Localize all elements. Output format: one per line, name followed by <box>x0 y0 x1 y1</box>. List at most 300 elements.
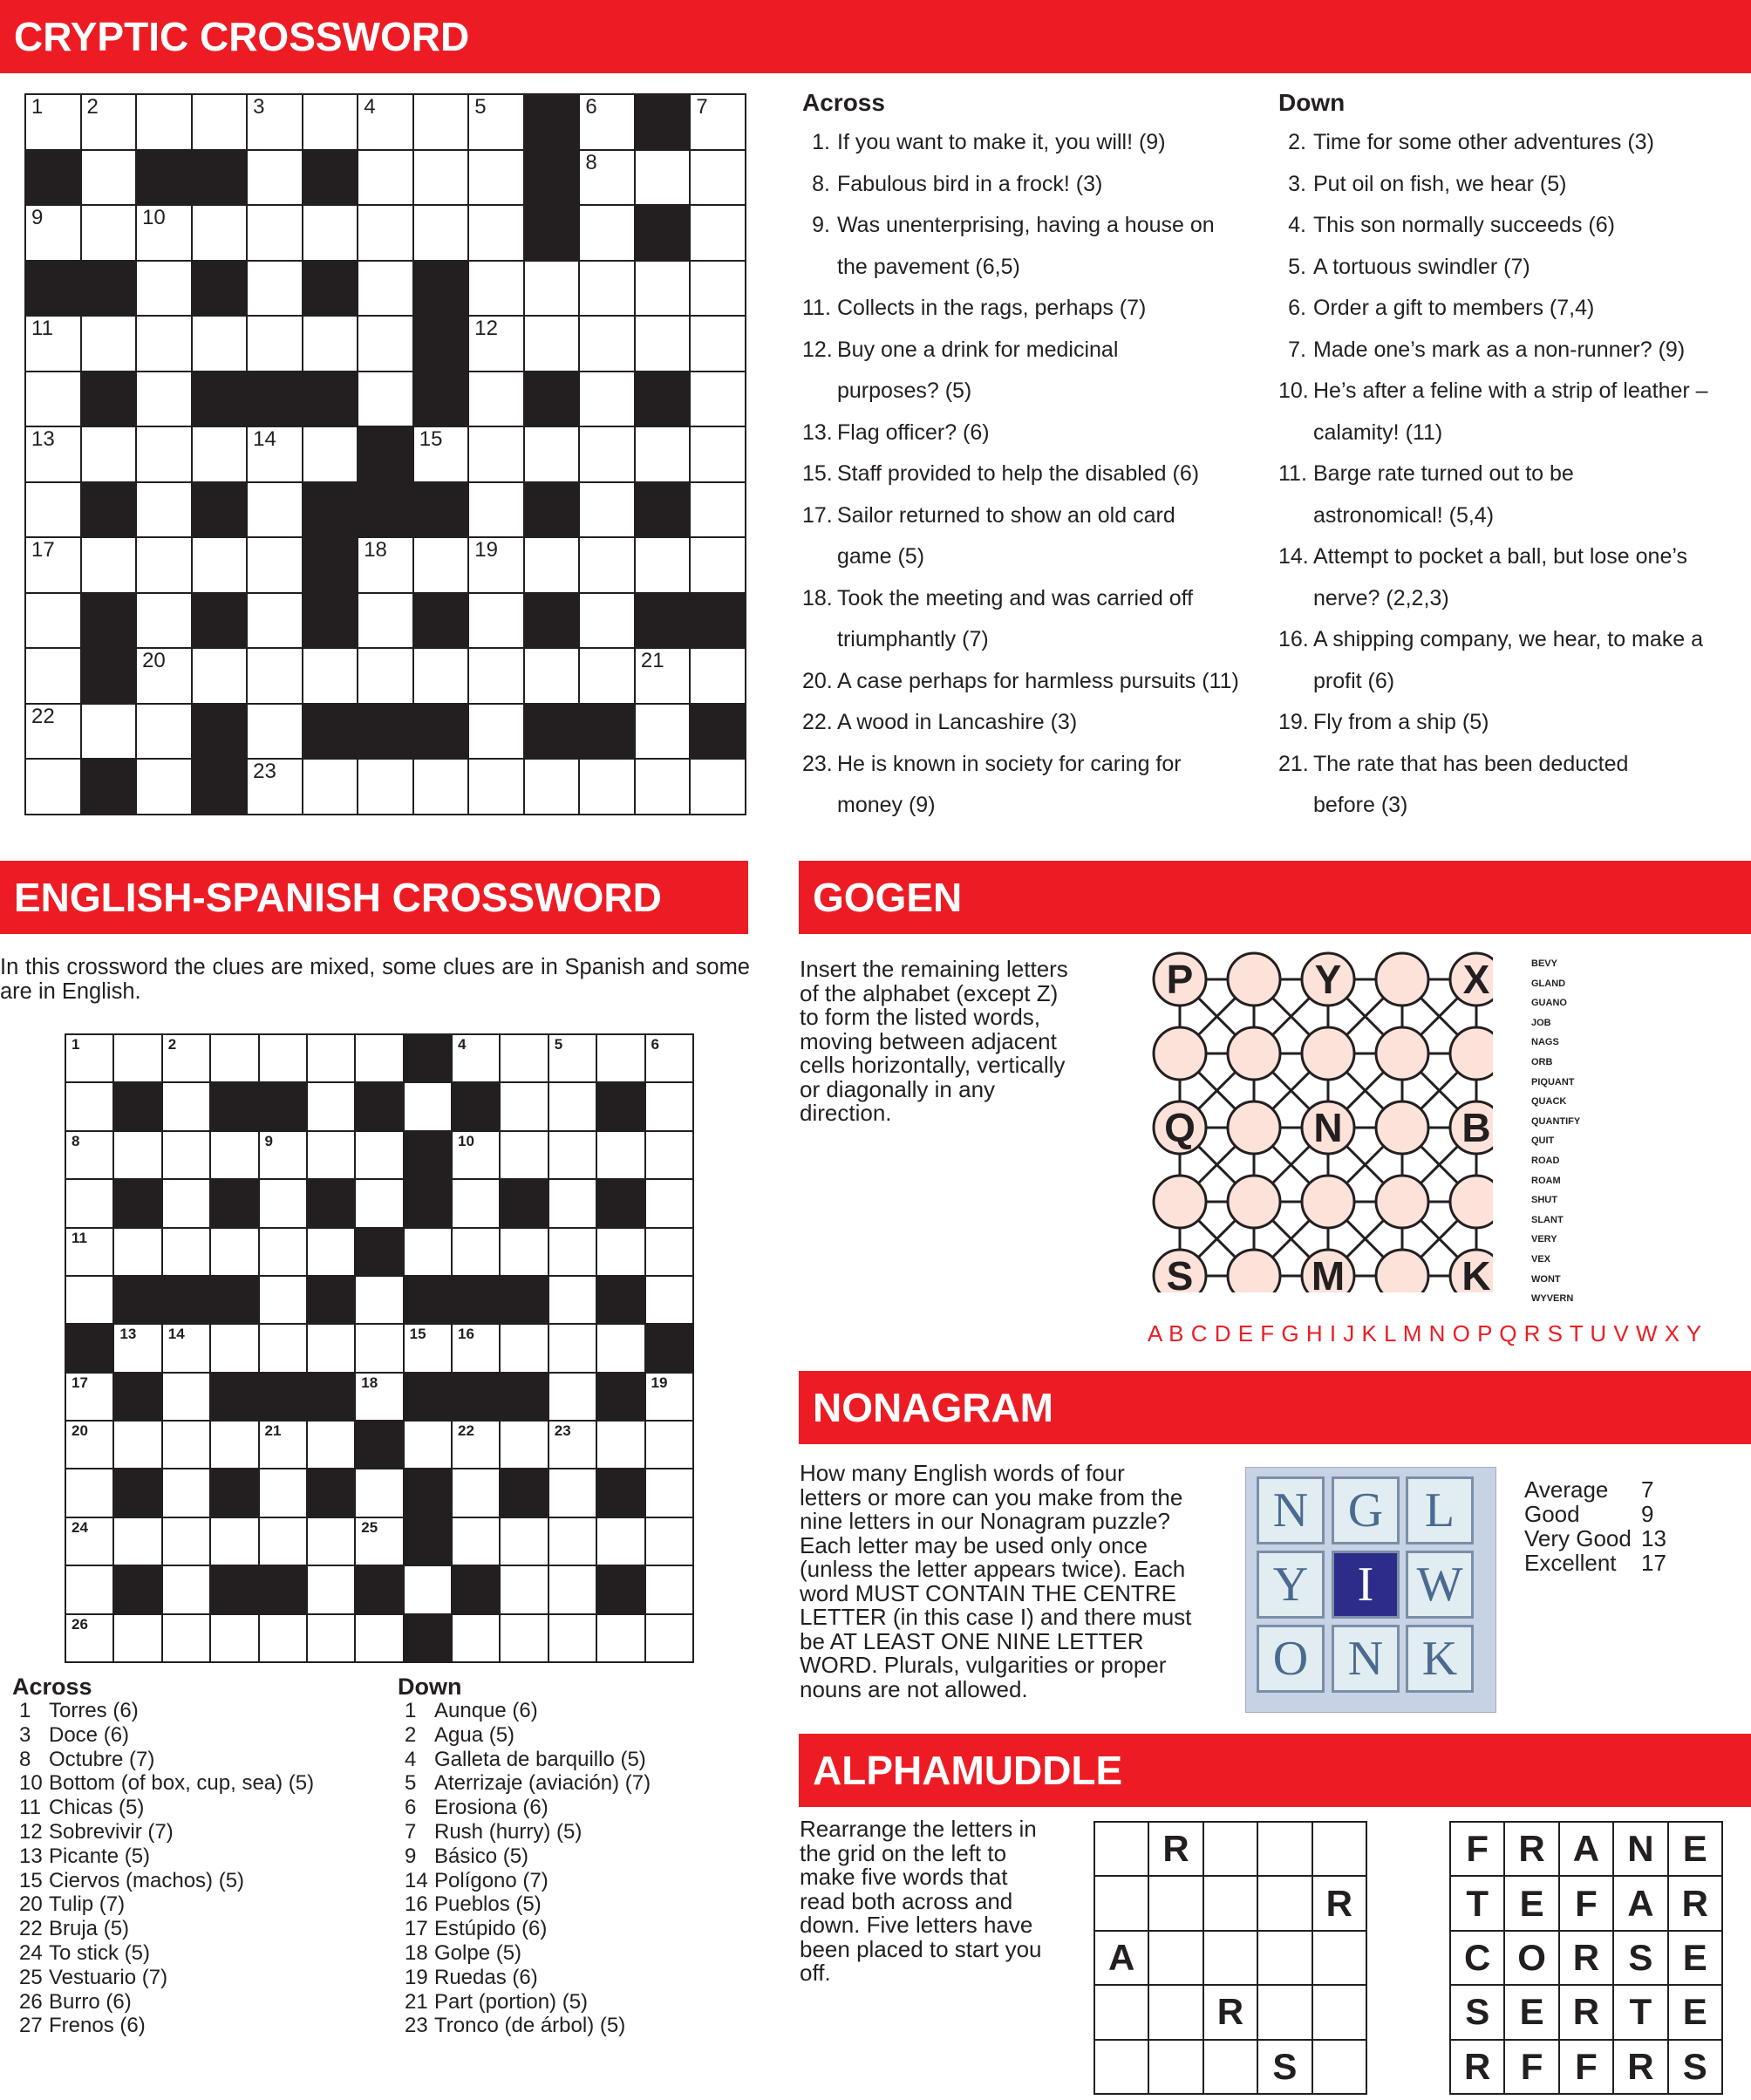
grid-cell[interactable] <box>500 1034 548 1082</box>
grid-cell[interactable] <box>247 759 303 815</box>
grid-cell[interactable] <box>307 1517 355 1565</box>
grid-cell[interactable] <box>162 1373 210 1421</box>
grid-cell[interactable] <box>210 1421 258 1469</box>
grid-cell[interactable] <box>136 372 192 427</box>
grid-cell[interactable] <box>81 426 137 482</box>
grid-cell[interactable] <box>404 1082 452 1130</box>
clue-number: 3 <box>253 95 265 119</box>
grid-cell[interactable] <box>65 1276 113 1324</box>
gogen-cell[interactable] <box>1450 1101 1493 1154</box>
grid-cell[interactable] <box>358 593 413 649</box>
grid-cell[interactable] <box>259 1324 307 1372</box>
alphamuddle-cell[interactable]: R <box>1148 1822 1203 1876</box>
grid-cell[interactable] <box>162 1082 210 1130</box>
grid-cell[interactable] <box>247 648 303 704</box>
grid-cell[interactable] <box>579 316 635 372</box>
grid-cell[interactable] <box>136 704 192 760</box>
grid-cell[interactable] <box>25 205 81 261</box>
grid-cell[interactable] <box>452 1228 500 1276</box>
grid-cell[interactable] <box>452 1324 500 1372</box>
grid-cell[interactable] <box>25 94 81 150</box>
grid-cell[interactable] <box>548 1469 596 1517</box>
grid-cell[interactable] <box>500 1565 548 1613</box>
grid-cell[interactable] <box>635 704 691 760</box>
grid-cell[interactable] <box>65 1228 113 1276</box>
grid-cell[interactable] <box>452 1469 500 1517</box>
alphamuddle-cell[interactable] <box>1312 1822 1366 1876</box>
grid-cell[interactable] <box>524 648 580 704</box>
gogen-cell[interactable] <box>1154 1176 1206 1228</box>
grid-cell[interactable] <box>690 648 746 704</box>
grid-cell[interactable] <box>247 593 303 649</box>
grid-cell[interactable] <box>113 1614 161 1663</box>
grid-cell[interactable] <box>81 205 137 261</box>
grid-cell[interactable] <box>65 1421 113 1469</box>
grid-cell[interactable] <box>136 205 192 261</box>
grid-cell[interactable] <box>358 205 413 261</box>
alphamuddle-cell[interactable] <box>1203 2040 1257 2094</box>
grid-cell[interactable] <box>307 1614 355 1663</box>
alphamuddle-cell[interactable] <box>1257 1876 1312 1930</box>
grid-cell[interactable] <box>192 94 248 150</box>
grid-cell[interactable] <box>524 261 580 317</box>
grid-cell[interactable] <box>500 1131 548 1179</box>
grid-cell[interactable] <box>690 316 746 372</box>
grid-cell[interactable] <box>645 1082 694 1130</box>
grid-cell[interactable] <box>355 1324 403 1372</box>
gogen-cell[interactable] <box>1154 1250 1206 1292</box>
grid-cell[interactable] <box>690 426 746 482</box>
grid-cell[interactable] <box>210 1324 258 1372</box>
alphamuddle-cell[interactable] <box>1203 1876 1257 1930</box>
grid-cell[interactable] <box>259 1614 307 1663</box>
grid-cell[interactable] <box>500 1517 548 1565</box>
grid-cell[interactable] <box>25 704 81 760</box>
grid-cell[interactable] <box>210 1517 258 1565</box>
grid-cell[interactable] <box>452 1421 500 1469</box>
grid-cell[interactable] <box>307 1131 355 1179</box>
grid-cell[interactable] <box>468 150 524 206</box>
alphamuddle-cell[interactable] <box>1257 1822 1312 1876</box>
gogen-cell[interactable] <box>1302 953 1354 1006</box>
grid-cell[interactable] <box>65 1034 113 1082</box>
grid-cell[interactable] <box>192 205 248 261</box>
grid-cell[interactable] <box>452 1034 500 1082</box>
grid-cell[interactable] <box>500 1614 548 1663</box>
grid-cell[interactable] <box>468 537 524 593</box>
grid-cell[interactable] <box>413 537 469 593</box>
grid-cell[interactable] <box>596 1228 644 1276</box>
gogen-cell[interactable] <box>1376 953 1428 1006</box>
grid-cell[interactable] <box>162 1179 210 1227</box>
grid-cell[interactable] <box>596 1517 644 1565</box>
gogen-cell[interactable] <box>1450 953 1493 1006</box>
gogen-cell[interactable] <box>1154 1101 1206 1154</box>
grid-cell[interactable] <box>259 1469 307 1517</box>
grid-cell[interactable] <box>690 372 746 427</box>
grid-cell[interactable] <box>404 1565 452 1613</box>
gogen-cell[interactable] <box>1228 1027 1280 1080</box>
grid-cell[interactable] <box>358 261 413 317</box>
grid-cell[interactable] <box>136 537 192 593</box>
grid-cell[interactable] <box>500 1082 548 1130</box>
grid-cell[interactable] <box>548 1324 596 1372</box>
grid-cell[interactable] <box>192 537 248 593</box>
grid-cell[interactable] <box>65 1082 113 1130</box>
grid-cell[interactable] <box>25 426 81 482</box>
grid-cell[interactable] <box>524 426 580 482</box>
grid-cell[interactable] <box>307 1565 355 1613</box>
gogen-cell[interactable] <box>1376 1027 1428 1080</box>
grid-cell[interactable] <box>113 1228 161 1276</box>
gogen-cell[interactable] <box>1450 1027 1493 1080</box>
grid-cell[interactable] <box>596 1324 644 1372</box>
grid-cell[interactable] <box>413 205 469 261</box>
grid-cell[interactable] <box>548 1034 596 1082</box>
grid-cell[interactable] <box>355 1517 403 1565</box>
grid-cell[interactable] <box>192 316 248 372</box>
grid-cell[interactable] <box>452 1179 500 1227</box>
grid-cell[interactable] <box>355 1131 403 1179</box>
grid-cell[interactable] <box>210 1131 258 1179</box>
grid-cell[interactable] <box>210 1034 258 1082</box>
grid-cell[interactable] <box>468 648 524 704</box>
grid-cell[interactable] <box>596 1131 644 1179</box>
grid-cell[interactable] <box>468 205 524 261</box>
alphamuddle-cell[interactable] <box>1094 2040 1148 2094</box>
grid-cell[interactable] <box>413 150 469 206</box>
grid-cell[interactable] <box>113 1517 161 1565</box>
alphamuddle-cell[interactable] <box>1148 1931 1203 1985</box>
black-square <box>404 1131 452 1179</box>
grid-cell[interactable] <box>468 316 524 372</box>
grid-cell[interactable] <box>645 1034 694 1082</box>
alphamuddle-cell[interactable] <box>1257 1931 1312 1985</box>
grid-cell[interactable] <box>303 205 358 261</box>
grid-cell[interactable] <box>307 1034 355 1082</box>
grid-cell[interactable] <box>548 1565 596 1613</box>
grid-cell[interactable] <box>404 1228 452 1276</box>
alphamuddle-cell[interactable]: S <box>1257 2040 1312 2094</box>
clue-line <box>1278 619 1749 661</box>
grid-cell[interactable] <box>81 316 137 372</box>
alphamuddle-cell[interactable] <box>1312 2040 1366 2094</box>
grid-cell[interactable] <box>162 1131 210 1179</box>
grid-cell[interactable] <box>136 593 192 649</box>
grid-cell[interactable] <box>579 482 635 538</box>
gogen-cell[interactable] <box>1228 1176 1280 1228</box>
grid-cell[interactable] <box>690 759 746 815</box>
grid-cell[interactable] <box>259 1131 307 1179</box>
gogen-cell[interactable] <box>1302 1176 1354 1228</box>
grid-cell[interactable] <box>247 261 303 317</box>
grid-cell[interactable] <box>136 648 192 704</box>
grid-cell[interactable] <box>452 1517 500 1565</box>
grid-cell[interactable] <box>358 316 413 372</box>
alphamuddle-cell[interactable] <box>1203 1931 1257 1985</box>
grid-cell[interactable] <box>548 1082 596 1130</box>
grid-cell[interactable] <box>307 1421 355 1469</box>
grid-cell[interactable] <box>413 759 469 815</box>
grid-cell[interactable] <box>307 1082 355 1130</box>
grid-cell[interactable] <box>259 1034 307 1082</box>
grid-cell[interactable] <box>25 759 81 815</box>
grid-cell[interactable] <box>65 1373 113 1421</box>
grid-cell[interactable] <box>162 1517 210 1565</box>
grid-cell[interactable] <box>259 1179 307 1227</box>
grid-cell[interactable] <box>468 94 524 150</box>
grid-cell[interactable] <box>355 1469 403 1517</box>
grid-cell[interactable] <box>358 150 413 206</box>
alphamuddle-cell[interactable] <box>1203 1822 1257 1876</box>
alphamuddle-cell[interactable]: A <box>1094 1931 1148 1985</box>
grid-cell[interactable] <box>65 1131 113 1179</box>
grid-cell[interactable] <box>136 94 192 150</box>
grid-cell[interactable] <box>303 426 358 482</box>
grid-cell[interactable] <box>404 1421 452 1469</box>
grid-cell[interactable] <box>355 1034 403 1082</box>
grid-cell[interactable] <box>136 316 192 372</box>
grid-cell[interactable] <box>25 482 81 538</box>
alphamuddle-cell[interactable] <box>1312 1931 1366 1985</box>
gogen-cell[interactable] <box>1376 1250 1428 1292</box>
grid-cell[interactable] <box>25 537 81 593</box>
grid-cell[interactable] <box>468 482 524 538</box>
grid-cell[interactable] <box>81 150 137 206</box>
grid-cell[interactable] <box>355 1373 403 1421</box>
grid-cell[interactable] <box>548 1131 596 1179</box>
grid-cell[interactable] <box>247 316 303 372</box>
grid-cell[interactable] <box>579 205 635 261</box>
grid-cell[interactable] <box>645 1614 694 1663</box>
grid-cell[interactable] <box>635 426 691 482</box>
grid-cell[interactable] <box>259 1276 307 1324</box>
grid-cell[interactable] <box>65 1469 113 1517</box>
grid-cell[interactable] <box>65 1517 113 1565</box>
grid-cell[interactable] <box>247 426 303 482</box>
grid-cell[interactable] <box>65 1565 113 1613</box>
grid-cell[interactable] <box>162 1469 210 1517</box>
grid-cell[interactable] <box>452 1131 500 1179</box>
grid-cell[interactable] <box>136 482 192 538</box>
grid-cell[interactable] <box>358 648 413 704</box>
grid-cell[interactable] <box>468 426 524 482</box>
grid-cell[interactable] <box>635 759 691 815</box>
grid-cell[interactable] <box>303 94 358 150</box>
grid-cell[interactable] <box>162 1228 210 1276</box>
gogen-cell[interactable] <box>1450 1176 1493 1228</box>
alphamuddle-cell[interactable] <box>1148 2040 1203 2094</box>
grid-cell[interactable] <box>468 593 524 649</box>
alphamuddle-cell[interactable] <box>1094 1985 1148 2039</box>
grid-cell[interactable] <box>524 759 580 815</box>
grid-cell[interactable] <box>355 1276 403 1324</box>
grid-cell[interactable] <box>645 1228 694 1276</box>
grid-cell[interactable] <box>579 426 635 482</box>
grid-cell[interactable] <box>690 261 746 317</box>
grid-cell[interactable] <box>635 150 691 206</box>
grid-cell[interactable] <box>645 1179 694 1227</box>
grid-cell[interactable] <box>247 704 303 760</box>
alphamuddle-left-grid[interactable] <box>1094 1821 1367 2095</box>
grid-cell[interactable] <box>303 648 358 704</box>
grid-cell[interactable] <box>645 1373 694 1421</box>
grid-cell[interactable] <box>358 372 413 427</box>
grid-cell[interactable] <box>162 1034 210 1082</box>
grid-cell[interactable] <box>25 316 81 372</box>
grid-cell[interactable] <box>579 94 635 150</box>
grid-cell[interactable] <box>579 648 635 704</box>
grid-cell[interactable] <box>25 372 81 427</box>
gogen-grid[interactable] <box>1144 944 1493 1292</box>
grid-cell[interactable] <box>548 1276 596 1324</box>
grid-cell[interactable] <box>358 94 413 150</box>
grid-cell[interactable] <box>259 1421 307 1469</box>
grid-cell[interactable] <box>690 537 746 593</box>
gogen-cell[interactable] <box>1376 1176 1428 1228</box>
grid-cell[interactable] <box>81 94 137 150</box>
gogen-cell[interactable] <box>1302 1101 1354 1154</box>
grid-cell[interactable] <box>579 150 635 206</box>
black-square <box>404 1179 452 1227</box>
grid-cell[interactable] <box>548 1228 596 1276</box>
grid-cell[interactable] <box>136 759 192 815</box>
grid-cell[interactable] <box>247 150 303 206</box>
grid-cell[interactable] <box>113 1034 161 1082</box>
grid-cell[interactable] <box>25 593 81 649</box>
grid-cell[interactable] <box>579 759 635 815</box>
grid-cell[interactable] <box>468 372 524 427</box>
grid-cell[interactable] <box>579 537 635 593</box>
grid-cell[interactable] <box>645 1276 694 1324</box>
grid-cell[interactable] <box>81 537 137 593</box>
grid-cell[interactable] <box>65 1614 113 1663</box>
grid-cell[interactable] <box>413 648 469 704</box>
grid-cell[interactable] <box>355 1614 403 1663</box>
grid-cell[interactable] <box>136 261 192 317</box>
grid-cell[interactable] <box>645 1421 694 1469</box>
grid-cell[interactable] <box>468 704 524 760</box>
grid-cell[interactable] <box>413 426 469 482</box>
gogen-cell[interactable] <box>1228 953 1280 1006</box>
gogen-cell[interactable] <box>1154 1027 1206 1080</box>
grid-cell[interactable] <box>358 759 413 815</box>
grid-cell[interactable] <box>596 1614 644 1663</box>
grid-cell[interactable] <box>358 537 413 593</box>
grid-cell[interactable] <box>524 316 580 372</box>
grid-cell[interactable] <box>645 1469 694 1517</box>
grid-cell[interactable] <box>247 94 303 150</box>
gogen-cell[interactable] <box>1154 953 1206 1006</box>
grid-cell[interactable] <box>548 1614 596 1663</box>
grid-cell[interactable] <box>548 1421 596 1469</box>
grid-cell[interactable] <box>259 1228 307 1276</box>
gogen-cell[interactable] <box>1302 1027 1354 1080</box>
grid-cell[interactable] <box>548 1373 596 1421</box>
grid-cell[interactable] <box>113 1131 161 1179</box>
cryptic-grid[interactable] <box>24 93 746 815</box>
alphamuddle-cell[interactable]: R <box>1203 1985 1257 2039</box>
grid-cell[interactable] <box>413 94 469 150</box>
gogen-cell[interactable] <box>1228 1101 1280 1154</box>
grid-cell[interactable] <box>635 261 691 317</box>
grid-cell[interactable] <box>307 1324 355 1372</box>
grid-cell[interactable] <box>81 704 137 760</box>
alphamuddle-cell[interactable] <box>1094 1876 1148 1930</box>
grid-cell[interactable] <box>65 1179 113 1227</box>
grid-cell[interactable] <box>210 1228 258 1276</box>
grid-cell[interactable] <box>162 1324 210 1372</box>
grid-cell[interactable] <box>690 150 746 206</box>
grid-cell[interactable] <box>548 1517 596 1565</box>
grid-cell[interactable] <box>303 316 358 372</box>
grid-cell[interactable] <box>635 648 691 704</box>
grid-cell[interactable] <box>25 648 81 704</box>
gogen-cell[interactable] <box>1302 1250 1354 1292</box>
grid-cell[interactable] <box>645 1517 694 1565</box>
grid-cell[interactable] <box>645 1565 694 1613</box>
grid-cell[interactable] <box>596 1034 644 1082</box>
gogen-cell[interactable] <box>1376 1101 1428 1154</box>
gogen-cell[interactable] <box>1228 1250 1280 1292</box>
alphamuddle-cell[interactable] <box>1312 1985 1366 2039</box>
grid-cell[interactable] <box>500 1421 548 1469</box>
grid-cell[interactable] <box>192 648 248 704</box>
alphamuddle-cell[interactable] <box>1148 1985 1203 2039</box>
grid-cell[interactable] <box>162 1565 210 1613</box>
grid-cell[interactable] <box>690 94 746 150</box>
grid-cell[interactable] <box>690 205 746 261</box>
grid-cell[interactable] <box>113 1324 161 1372</box>
grid-cell[interactable] <box>452 1614 500 1663</box>
alphamuddle-cell[interactable]: R <box>1312 1876 1366 1930</box>
grid-cell[interactable] <box>468 261 524 317</box>
grid-cell[interactable] <box>645 1131 694 1179</box>
grid-cell[interactable] <box>355 1179 403 1227</box>
grid-cell[interactable] <box>210 1614 258 1663</box>
grid-cell[interactable] <box>192 426 248 482</box>
alphamuddle-cell[interactable] <box>1148 1876 1203 1930</box>
english-spanish-grid[interactable] <box>65 1033 694 1663</box>
grid-cell[interactable] <box>136 426 192 482</box>
grid-cell[interactable] <box>404 1324 452 1372</box>
grid-cell[interactable] <box>303 759 358 815</box>
alphamuddle-cell[interactable] <box>1257 1985 1312 2039</box>
grid-cell[interactable] <box>579 593 635 649</box>
grid-cell[interactable] <box>162 1421 210 1469</box>
grid-cell[interactable] <box>635 316 691 372</box>
grid-cell[interactable] <box>247 482 303 538</box>
grid-cell[interactable] <box>690 482 746 538</box>
grid-cell[interactable] <box>579 261 635 317</box>
grid-cell[interactable] <box>113 1421 161 1469</box>
black-square <box>452 1082 500 1130</box>
grid-cell[interactable] <box>500 1228 548 1276</box>
alphamuddle-cell[interactable] <box>1094 1822 1148 1876</box>
grid-cell[interactable] <box>259 1517 307 1565</box>
grid-cell[interactable] <box>162 1614 210 1663</box>
grid-cell[interactable] <box>579 372 635 427</box>
grid-cell[interactable] <box>635 537 691 593</box>
grid-cell[interactable] <box>468 759 524 815</box>
grid-cell[interactable] <box>548 1179 596 1227</box>
grid-cell[interactable] <box>596 1421 644 1469</box>
grid-cell[interactable] <box>247 537 303 593</box>
grid-cell[interactable] <box>247 205 303 261</box>
grid-cell[interactable] <box>500 1324 548 1372</box>
grid-cell[interactable] <box>307 1228 355 1276</box>
grid-cell[interactable] <box>524 537 580 593</box>
